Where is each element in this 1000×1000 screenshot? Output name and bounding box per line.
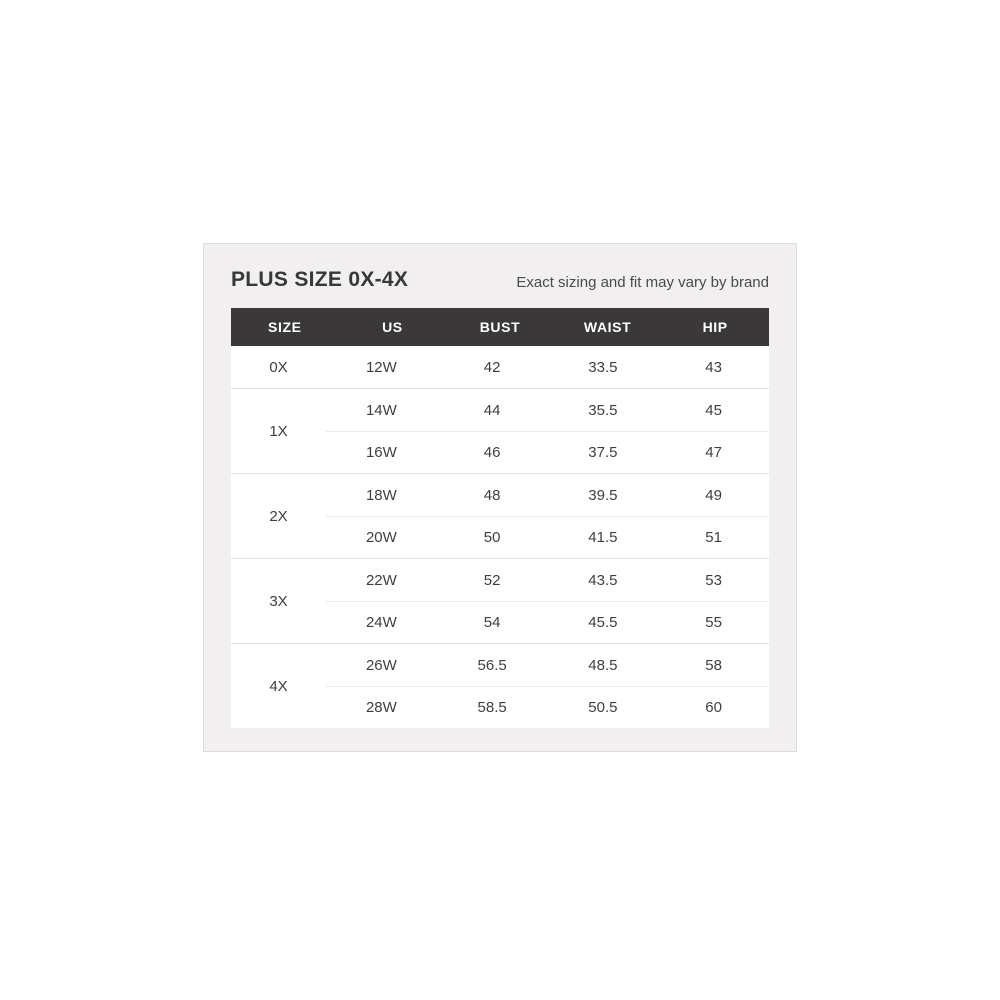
- size-group-rows: [326, 644, 769, 728]
- table-cell: 48: [483, 486, 501, 504]
- table-row: [326, 559, 769, 601]
- size-group-label: 1X: [269, 422, 288, 440]
- size-group-rows: [326, 474, 769, 558]
- table-cell: 35.5: [588, 401, 618, 419]
- table-cell: 48.5: [588, 656, 618, 674]
- table-row: [326, 686, 769, 728]
- table-cell: 42: [483, 358, 501, 376]
- table-cell: 22W: [365, 571, 397, 589]
- size-group-3x: [231, 558, 769, 643]
- size-group-rows: [326, 389, 769, 473]
- table-cell: 28W: [365, 699, 397, 716]
- size-chart-title: PLUS SIZE 0X-4X: [231, 268, 409, 291]
- size-table: [231, 308, 769, 728]
- table-cell: 58.5: [477, 699, 507, 716]
- column-header-size: SIZE: [268, 319, 302, 335]
- table-cell: 50.5: [588, 699, 618, 716]
- table-cell: 45: [705, 401, 722, 419]
- table-cell: 45.5: [588, 614, 618, 631]
- table-cell: 54: [483, 614, 501, 631]
- table-cell: 53: [705, 571, 722, 589]
- table-cell: 44: [483, 401, 501, 419]
- size-chart-subtitle: Exact sizing and fit may vary by brand: [516, 274, 769, 291]
- size-group-2x: [231, 473, 769, 558]
- table-cell: 41.5: [588, 529, 618, 546]
- column-header-bust: BUST: [479, 319, 521, 335]
- table-cell: 58: [705, 656, 722, 674]
- table-row: [326, 431, 769, 473]
- size-group-1x: [231, 388, 769, 473]
- table-cell: 51: [705, 529, 722, 546]
- size-chart-header: [231, 268, 769, 292]
- table-cell: 37.5: [588, 444, 618, 461]
- table-row: [326, 644, 769, 686]
- table-cell: 55: [705, 614, 722, 631]
- table-cell: 46: [483, 444, 501, 461]
- table-cell: 24W: [365, 614, 397, 631]
- size-group-4x: [231, 643, 769, 728]
- table-cell: 60: [705, 699, 722, 716]
- table-cell: 18W: [365, 486, 397, 504]
- column-header-hip: HIP: [702, 319, 728, 335]
- column-header-waist: WAIST: [583, 319, 632, 335]
- table-cell: 47: [705, 444, 722, 461]
- table-cell: 33.5: [588, 358, 618, 376]
- table-row: [326, 346, 769, 388]
- table-cell: 16W: [365, 444, 397, 461]
- size-group-label: 4X: [269, 677, 288, 695]
- column-header-us: US: [382, 319, 403, 335]
- size-group-rows: [326, 346, 769, 388]
- table-cell: 43: [705, 358, 722, 376]
- table-cell: 20W: [365, 529, 397, 546]
- size-group-rows: [326, 559, 769, 643]
- size-group-label: 3X: [269, 592, 288, 610]
- size-group-label: 0X: [269, 358, 288, 376]
- table-cell: 56.5: [477, 656, 507, 674]
- table-cell: 14W: [365, 401, 397, 419]
- table-cell: 39.5: [588, 486, 618, 504]
- table-row: [326, 474, 769, 516]
- table-row: [326, 389, 769, 431]
- table-cell: 12W: [365, 358, 397, 376]
- size-group-0x: [231, 346, 769, 388]
- size-group-label: 2X: [269, 507, 288, 525]
- size-chart-card: [203, 243, 797, 752]
- table-cell: 52: [483, 571, 501, 589]
- table-cell: 43.5: [588, 571, 618, 589]
- table-cell: 26W: [365, 656, 397, 674]
- table-cell: 50: [483, 529, 501, 546]
- table-row: [326, 601, 769, 643]
- table-cell: 49: [705, 486, 722, 504]
- table-body: [231, 346, 769, 728]
- table-header-row: [231, 308, 769, 346]
- table-row: [326, 516, 769, 558]
